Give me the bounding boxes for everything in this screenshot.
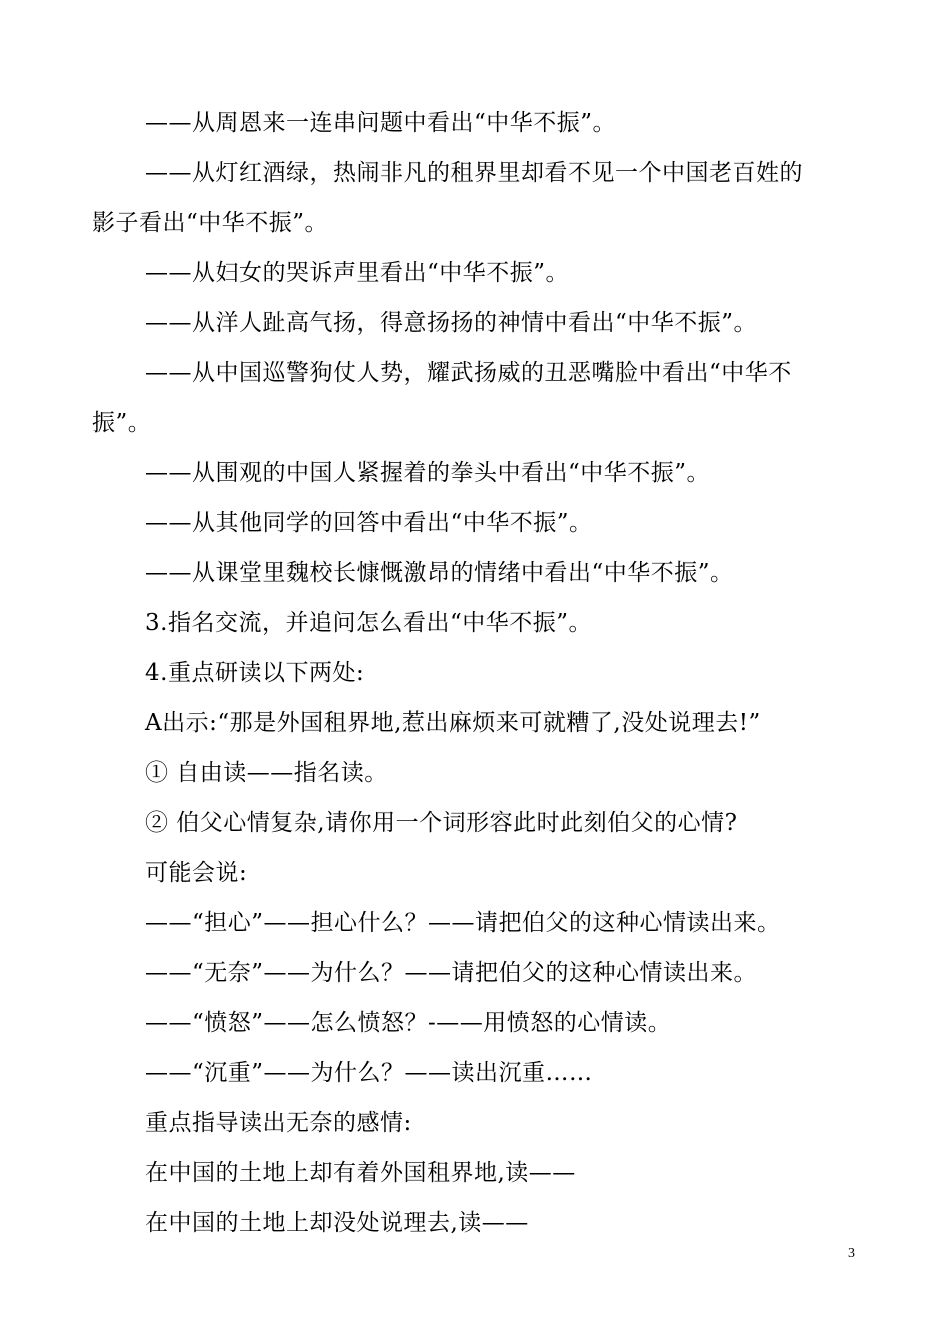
text-line: ——“无奈”——为什么？——请把伯父的这种心情读出来。 [145, 960, 758, 986]
text-line: ——从其他同学的回答中看出“中华不振”。 [145, 510, 593, 536]
text-line: 可能会说: [145, 860, 248, 886]
text-line: ——从妇女的哭诉声里看出“中华不振”。 [145, 260, 570, 286]
text-line: ② 伯父心情复杂,请你用一个词形容此时此刻伯父的心情? [145, 810, 738, 836]
text-line: 4.重点研读以下两处: [145, 660, 365, 686]
text-line: 在中国的土地上却有着外国租界地,读—— [145, 1160, 576, 1186]
text-line: ——从中国巡警狗仗人势，耀武扬威的丑恶嘴脸中看出“中华不 [145, 360, 792, 386]
text-line: ——从课堂里魏校长慷慨激昂的情绪中看出“中华不振”。 [145, 560, 734, 586]
text-line: ——“沉重”——为什么？——读出沉重…… [145, 1060, 593, 1086]
text-line: ① 自由读——指名读。 [145, 760, 388, 786]
text-line: ——从围观的中国人紧握着的拳头中看出“中华不振”。 [145, 460, 711, 486]
text-line: 振”。 [92, 410, 152, 436]
text-line: ——“愤怒”——怎么愤怒？-——用愤怒的心情读。 [145, 1010, 672, 1036]
page-number: 3 [848, 1246, 855, 1261]
text-line: ——从洋人趾高气扬，得意扬扬的神情中看出“中华不振”。 [145, 310, 758, 336]
text-line: A出示:“那是外国租界地,惹出麻烦来可就糟了,没处说理去!” [145, 710, 761, 736]
text-line: ——“担心”——担心什么？——请把伯父的这种心情读出来。 [145, 910, 781, 936]
text-line: 3.指名交流，并追问怎么看出“中华不振”。 [145, 610, 592, 636]
text-line: 影子看出“中华不振”。 [92, 210, 329, 236]
text-line: 在中国的土地上却没处说理去,读—— [145, 1210, 529, 1236]
text-line: ——从灯红酒绿，热闹非凡的租界里却看不见一个中国老百姓的 [145, 160, 803, 186]
text-line: 重点指导读出无奈的感情: [145, 1110, 412, 1136]
text-line: ——从周恩来一连串问题中看出“中华不振”。 [145, 110, 617, 136]
